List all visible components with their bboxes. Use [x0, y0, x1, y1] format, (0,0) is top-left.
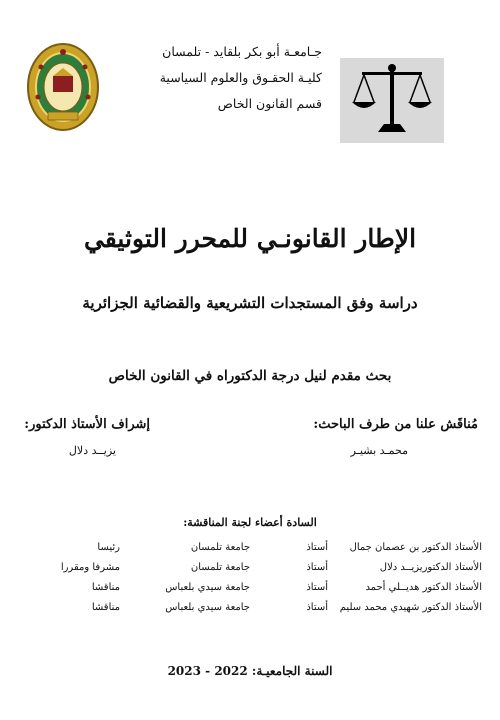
committee-title: السادة أعضاء لجنة المناقشة: [183, 516, 317, 529]
member-role: مناقشا [91, 582, 120, 593]
member-university: جامعة سيدي بلعباس [165, 582, 250, 593]
member-university: جامعة تلمسان [190, 562, 250, 573]
thesis-subtitle: دراسة وفق المستجدات التشريعية والقضائية الجزائرية [82, 294, 418, 312]
university-name: جـامعـة أبو بكر بلقايد - تلمسان [162, 44, 322, 59]
academic-year: السنة الجامعيـة: 2022 - 2023 [167, 664, 333, 678]
committee-row [0, 562, 500, 582]
committee-row [0, 542, 500, 562]
committee-row [0, 582, 500, 602]
university-seal [26, 42, 100, 132]
committee-row [0, 602, 500, 622]
member-role: مناقشا [91, 602, 120, 613]
supervisor-name: يزيــد دلال [68, 444, 116, 457]
member-rank: أستاذ [306, 602, 328, 613]
member-name: الأستاذ الدكتوريزيــد دلال [379, 562, 482, 573]
researcher-name: محمـد بشيـر [350, 444, 408, 457]
member-rank: أستاذ [306, 582, 328, 593]
member-rank: أستاذ [306, 542, 328, 553]
member-name: الأستاذ الدكتور بن عصمان جمال [349, 542, 482, 553]
member-role: رئيسا [97, 542, 120, 553]
department-name: قسم القانون الخاص [217, 96, 322, 111]
member-role: مشرفا ومقررا [60, 562, 120, 573]
member-university: جامعة تلمسان [190, 542, 250, 553]
member-rank: أستاذ [306, 562, 328, 573]
member-name: الأستاذ الدكتور هديــلي أحمد [365, 582, 482, 593]
researcher-label: مُناقَش علنا من طرف الباحث: [313, 417, 478, 432]
member-name: الأستاذ الدكتور شهيدي محمد سليم [339, 602, 482, 613]
scales-of-justice-icon [340, 58, 444, 143]
thesis-purpose: بحث مقدم لنيل درجة الدكتوراه في القانون الخاص [108, 368, 392, 384]
thesis-title: الإطار القانونـي للمحرر التوثيقي [83, 224, 417, 253]
member-university: جامعة سيدي بلعباس [165, 602, 250, 613]
faculty-name: كليـة الحقـوق والعلوم السياسية [159, 70, 322, 85]
supervisor-label: إشراف الأستاذ الدكتور: [24, 417, 150, 432]
